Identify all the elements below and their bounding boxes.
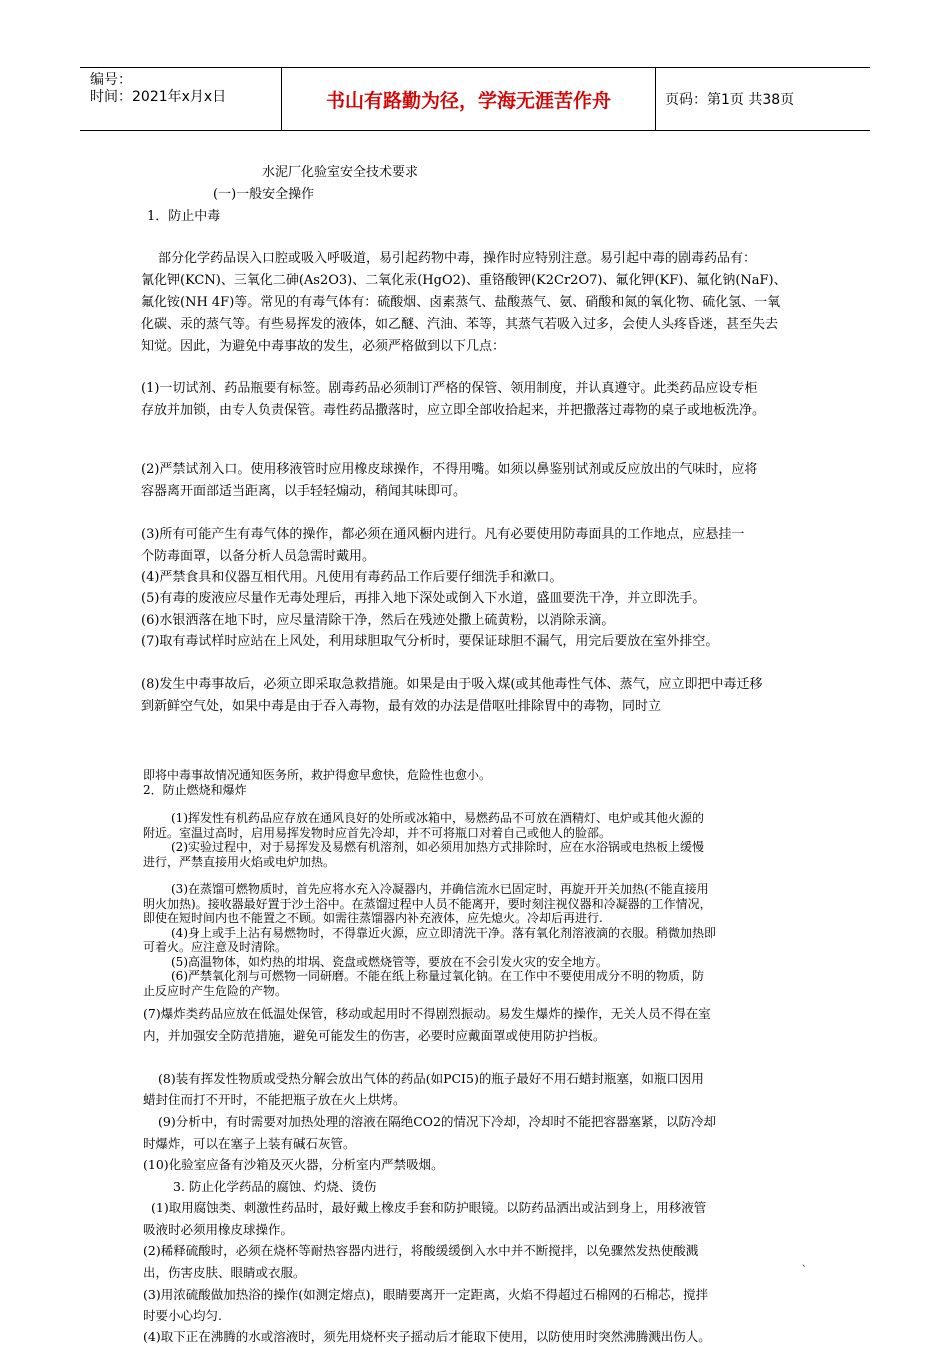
subsection-heading: 1．防止中毒 <box>147 209 221 224</box>
paragraph-line: 容器离开面部适当距离，以手轻轻煽动，稍闻其味即可。 <box>141 484 467 499</box>
paragraph-line: 即将中毒事故情况通知医务所，救护得愈早愈快，危险性也愈小。 <box>143 768 492 782</box>
header-motto: 书山有路勤为径，学海无涯苦作舟 <box>281 68 656 130</box>
paragraph-line: (1)一切试剂、药品瓶要有标签。剧毒药品必须制订严格的保管、领用制度，并认真遵守。此类药品应设专柜 <box>141 381 758 396</box>
paragraph-line: 内，并加强安全防范措施，避免可能发生的伤害，必要时应戴面罩或使用防护挡板。 <box>143 1028 606 1043</box>
page-info: 页码：第1页 共38页 <box>665 92 795 108</box>
paragraph-line: 到新鲜空气处，如果中毒是由于吞入毒物，最有效的办法是借呕吐排除胃中的毒物，同时立 <box>141 699 662 714</box>
paragraph-line: 附近。室温过高时，启用易挥发物时应首先冷却，并不可将瓶口对着自己或他人的脸部。 <box>143 826 612 840</box>
paragraph-line: (2)严禁试剂入口。使用移液管时应用橡皮球操作，不得用嘴。如须以鼻鉴别试剂或反应放出的气味时，应将 <box>141 462 758 477</box>
paragraph-line: (5)有毒的废液应尽量作无毒处理后，再排入地下深处或倒入下水道，盛皿要洗干净，并立即洗手。 <box>141 591 706 606</box>
subsection-heading: 3. 防止化学药品的腐蚀、灼烧、烫伤 <box>173 1179 377 1194</box>
header-meta <box>90 68 280 130</box>
paragraph-line: (7)取有毒试样时应站在上风处，利用球胆取气分析时，要保证球胆不漏气，用完后要放在室外排空。 <box>141 634 719 649</box>
paragraph-line: 出，伤害皮肤、眼睛或衣服。 <box>143 1265 306 1280</box>
paragraph-line: 氟化铵(NH 4F)等。常见的有毒气体有：硫酸烟、卤素蒸气、盐酸蒸气、氨、硝酸和氮的氧化物、硫化氢、一氧 <box>141 295 781 310</box>
paragraph-line: (2)稀释硫酸时，必须在烧杯等耐热容器内进行，将酸缓缓倒入水中并不断搅拌，以免骤然发热使酸溅 <box>143 1243 699 1258</box>
paragraph-line: 即使在短时间内也不能置之不顾。如需往蒸馏器内补充液体，应先熄火。冷却后再进行. <box>143 911 603 925</box>
paragraph-line: (10)化验室应备有沙箱及灭火器，分析室内严禁吸烟。 <box>143 1157 444 1172</box>
paragraph-line: 部分化学药品误入口腔或吸入呼吸道，易引起药物中毒，操作时应特别注意。易引起中毒的剧毒药品有： <box>158 251 757 266</box>
paragraph-line: 时爆炸，可以在塞子上装有碱石灰管。 <box>143 1136 356 1151</box>
paragraph-line: 化碳、汞的蒸气等。有些易挥发的液体，如乙醚、汽油、苯等，其蒸气若吸入过多，会使人头疼昏迷，甚至失去 <box>141 317 779 332</box>
paragraph-line: (2)实验过程中，对于易挥发及易燃有机溶剂，如必须用加热方式排除时，应在水浴锅或电热板上缓慢 <box>171 840 705 854</box>
paragraph-line: (5)高温物体，如灼热的坩埚、瓷盘或燃烧管等，要放在不会引发火灾的安全地方。 <box>171 955 609 969</box>
paragraph-line: 吸液时必须用橡皮球操作。 <box>143 1222 294 1237</box>
subsection-heading: 2．防止燃烧和爆炸 <box>143 783 247 797</box>
paragraph-line: 明火加热)。接收器最好置于沙土浴中。在蒸馏过程中人员不能离开，要时刻注视仪器和冷凝器的工作情况， <box>143 897 712 911</box>
paragraph-line: (8)发生中毒事故后，必须立即采取急救措施。如果是由于吸入煤(或其他毒性气体、蒸气，应立即把中毒迁移 <box>141 677 763 692</box>
paragraph-line: 时要小心均匀. <box>143 1308 222 1323</box>
section-heading: (一)一般安全操作 <box>213 187 315 202</box>
paragraph-line: (3)用浓硫酸做加热浴的操作(如测定熔点)，眼睛要离开一定距离，火焰不得超过石棉网的石棉芯，搅拌 <box>143 1287 708 1302</box>
paragraph-line: (7)爆炸类药品应放在低温处保管，移动或起用时不得剧烈振动。易发生爆炸的操作，无关人员不得在室 <box>143 1006 711 1021</box>
stray-mark: 、 <box>802 1259 812 1269</box>
paragraph-line: 个防毒面罩，以备分析人员急需时戴用。 <box>141 549 376 564</box>
paragraph-line: (1)取用腐蚀类、刺激性药品时，最好戴上橡皮手套和防护眼镜。以防药品洒出或沾到身上，用移液管 <box>151 1200 707 1215</box>
paragraph-line: 止反应时产生危险的产物。 <box>143 984 288 998</box>
paragraph-line: (4)严禁食具和仪器互相代用。凡使用有毒药品工作后要仔细洗手和漱口。 <box>141 570 563 585</box>
date-label: 时间：2021年x月x日 <box>90 89 227 105</box>
paragraph-line: 存放并加锁，由专人负责保管。毒性药品撒落时，应立即全部收拾起来，并把撒落过毒物的桌子或地板洗净。 <box>141 403 766 418</box>
paragraph-line: 可着火。应注意及时清除。 <box>143 940 288 954</box>
page-header <box>80 67 870 131</box>
paragraph-line: 蜡封住而打不开时，不能把瓶子放在火上烘烤。 <box>143 1092 406 1107</box>
paragraph-line: (6)水银洒落在地下时，应尽量清除干净，然后在残迹处撒上硫黄粉，以消除汞滴。 <box>141 613 615 628</box>
paragraph-line: 氰化钾(KCN)、三氧化二砷(As2O3)、二氧化汞(HgO2)、重铬酸钾(K2Cr2O7)、氟化钾(KF)、氟化钠(NaF)、 <box>141 273 787 288</box>
paragraph-line: 知觉。因此，为避免中毒事故的发生，必须严格做到以下几点： <box>141 339 506 354</box>
paragraph-line: (3)在蒸馏可燃物质时，首先应将水充入冷凝器内，并确信流水已固定时，再旋开开关加热(不能直接用 <box>171 882 709 896</box>
document-number-label: 编号： <box>90 72 132 88</box>
paragraph-line: (4)取下正在沸腾的水或溶液时，须先用烧杯夹子摇动后才能取下使用，以防使用时突然沸腾溅出伤人。 <box>143 1329 711 1344</box>
paragraph-line: (9)分析中，有时需要对加热处理的溶液在隔绝CO2的情况下冷却，冷却时不能把容器塞紧，以防冷却 <box>158 1114 716 1129</box>
paragraph-line: (4)身上或手上沾有易燃物时，不得靠近火源，应立即清洗干净。落有氧化剂溶液滴的衣服。稍微加热即 <box>171 926 717 940</box>
document-title: 水泥厂化验室安全技术要求 <box>262 165 419 180</box>
paragraph-line: (6)严禁氧化剂与可燃物一同研磨。不能在纸上称量过氧化钠。在工作中不要使用成分不明的物质，防 <box>171 969 705 983</box>
paragraph-line: (8)装有挥发性物质或受热分解会放出气体的药品(如PCI5)的瓶子最好不用石蜡封瓶塞，如瓶口因用 <box>158 1071 704 1086</box>
paragraph-line: 进行，严禁直接用火焰或电炉加热。 <box>143 855 336 869</box>
paragraph-line: (1)挥发性有机药品应存放在通风良好的处所或冰箱中，易燃药品不可放在酒精灯、电炉或其他火源的 <box>171 811 705 825</box>
paragraph-line: (3)所有可能产生有毒气体的操作，都必须在通风橱内进行。凡有必要使用防毒面具的工作地点，应悬挂一 <box>141 527 745 542</box>
